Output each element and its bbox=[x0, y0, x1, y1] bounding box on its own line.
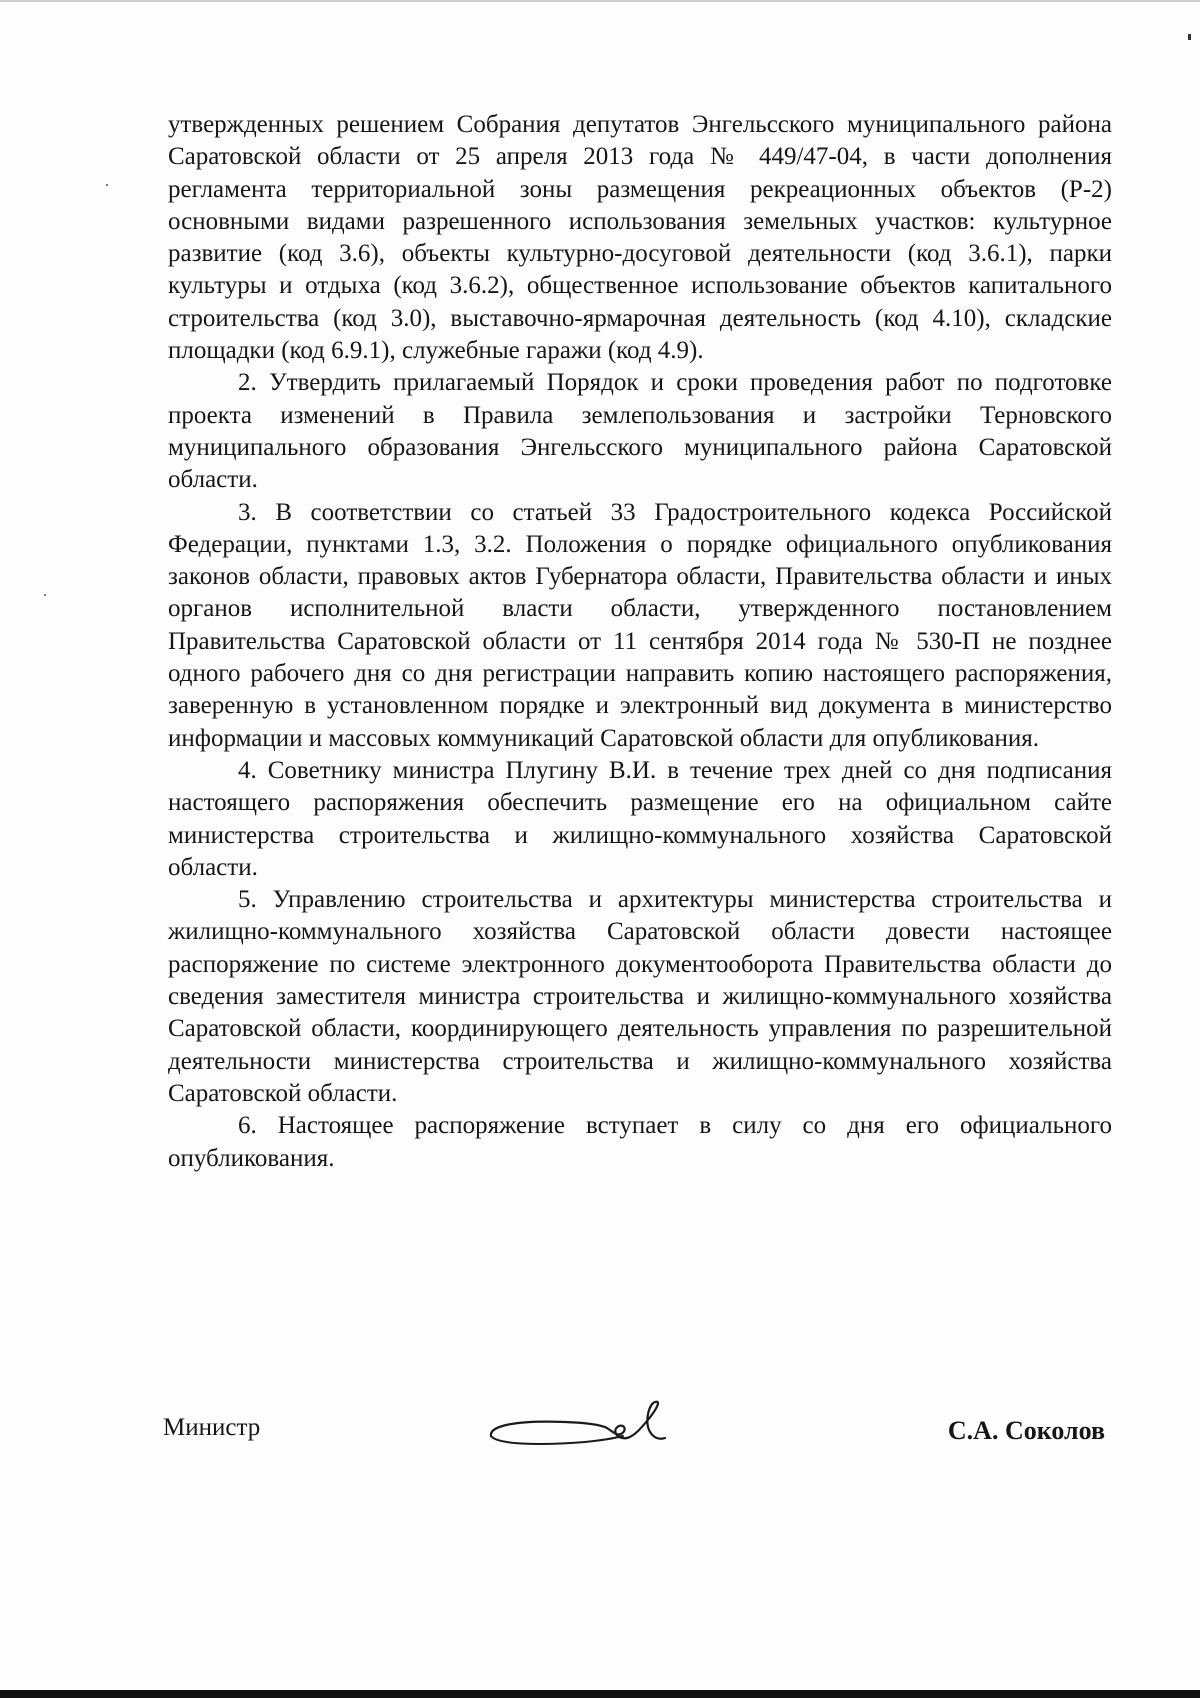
scan-bottom-edge bbox=[0, 1690, 1200, 1698]
signer-position: Министр bbox=[163, 1414, 261, 1441]
paragraph-6: 6. Настоящее распоряжение вступает в силу со дня его официального опубликования. bbox=[168, 1112, 1112, 1172]
scan-speck bbox=[106, 184, 108, 186]
handwritten-signature bbox=[485, 1396, 685, 1456]
document-body bbox=[168, 109, 1112, 1175]
paragraph-2: 2. Утвердить прилагаемый Порядок и сроки проведения работ по подготовке проекта изменений в Правила землепользования и застройки Терновского муниципального образования Энгельсского муниципального района Саратовской области. bbox=[168, 369, 1112, 494]
signature-block bbox=[163, 1414, 1113, 1474]
paragraph-1-continuation: утвержденных решением Собрания депутатов Энгельсского муниципального района Саратовской области от 25 апреля 2013 года № 449/47-04, в части дополнения регламента территориальной зоны размещения рекреационных объектов (Р-2) основными видами разрешенного использования земельных участков: культурное развитие (код 3.6), объекты культурно-досуговой деятельности (код 3.6.1), парки культуры и отдыха (код 3.6.2), общественное использование объектов капитального строительства (код 3.0), выставочно-ярмарочная деятельность (код 4.10), складские площадки (код 6.9.1), служебные гаражи (код 4.9). bbox=[168, 111, 1112, 365]
paragraph-4: 4. Советнику министра Плугину В.И. в течение трех дней со дня подписания настоящего распоряжения обеспечить размещение его на официальном сайте министерства строительства и жилищно-коммунального хозяйства Саратовской области. bbox=[168, 756, 1112, 881]
paragraph-3: 3. В соответствии со статьей 33 Градостроительного кодекса Российской Федерации, пунктами 1.3, 3.2. Положения о порядке официального опубликования законов области, правовых актов Губернатора области, Правительства области и иных органов исполнительной власти области, утвержденного постановлением Правительства Саратовской области от 11 сентября 2014 года № 530-П не позднее одного рабочего дня со дня регистрации направить копию настоящего распоряжения, заверенную в установленном порядке и электронный вид документа в министерство информации и массовых коммуникаций Саратовской области для опубликования. bbox=[168, 498, 1112, 752]
scan-speck bbox=[44, 594, 46, 596]
paragraph-5: 5. Управлению строительства и архитектуры министерства строительства и жилищно-коммунального хозяйства Саратовской области довести настоящее распоряжение по системе электронного документооборота Правительства области до сведения заместителя министра строительства и жилищно-коммунального хозяйства Саратовской области, координирующего деятельность управления по разрешительной деятельности министерства строительства и жилищно-коммунального хозяйства Саратовской области. bbox=[168, 886, 1112, 1107]
scan-top-edge bbox=[0, 0, 1200, 2]
scan-mark bbox=[1188, 34, 1191, 40]
signer-name: С.А. Соколов bbox=[947, 1416, 1105, 1445]
